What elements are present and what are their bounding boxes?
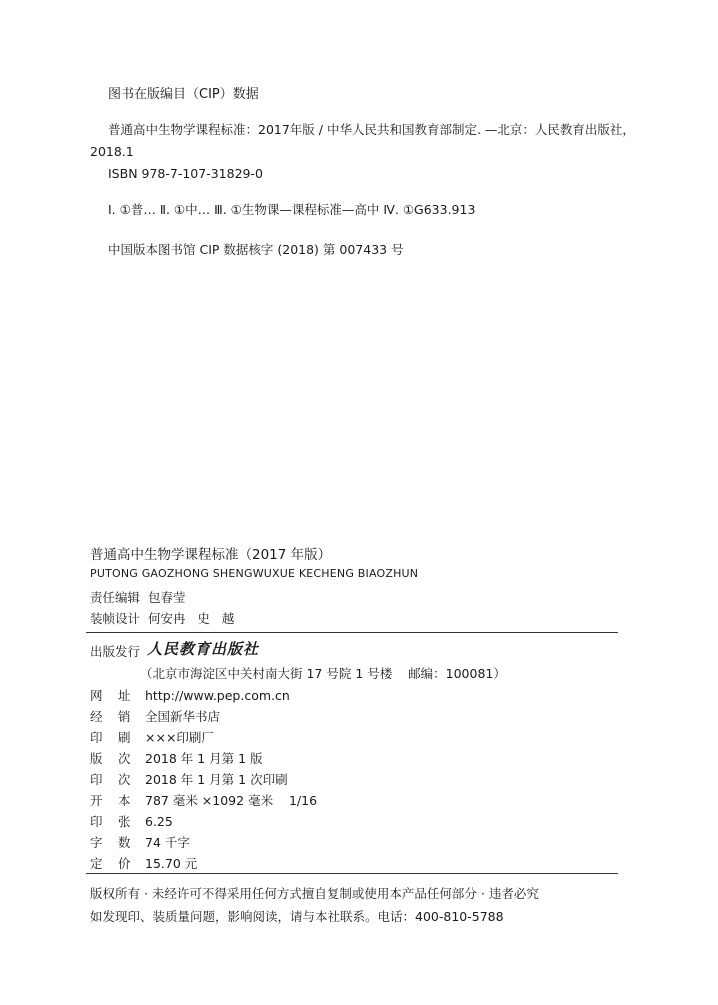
detail-value: 6.25	[145, 814, 173, 829]
detail-label: 印 张	[90, 814, 131, 829]
detail-row-edition	[90, 749, 263, 767]
detail-value: ×××印刷厂	[145, 730, 214, 745]
detail-row-format	[90, 791, 317, 809]
cip-title-line: 普通高中生物学课程标准：2017年版 / 中华人民共和国教育部制定. —北京：人民教育出版社，	[108, 122, 635, 137]
detail-value: 2018 年 1 月第 1 版	[145, 751, 263, 766]
cip-isbn: ISBN 978-7-107-31829-0	[108, 166, 263, 181]
detail-value: 787 毫米 ×1092 毫米 1/16	[145, 793, 318, 808]
divider-bottom	[86, 873, 618, 874]
detail-label: 印 次	[90, 772, 131, 787]
book-title: 普通高中生物学课程标准（2017 年版）	[90, 547, 332, 563]
cip-heading: 图书在版编目（CIP）数据	[108, 87, 259, 102]
detail-value: http://www.pep.com.cn	[145, 688, 290, 703]
detail-row-website	[90, 686, 290, 704]
detail-label: 开 本	[90, 793, 131, 808]
detail-label: 字 数	[90, 835, 131, 850]
detail-row-distributor	[90, 707, 220, 725]
detail-row-word-count	[90, 833, 190, 851]
publisher-address: （北京市海淀区中关村南大街 17 号院 1 号楼 邮编：100081）	[140, 666, 506, 681]
cip-classification: Ⅰ. ①普… Ⅱ. ①中… Ⅲ. ①生物课—课程标准—高中 Ⅳ. ①G633.913	[108, 202, 476, 217]
cip-title-line-continued: 2018.1	[90, 144, 134, 159]
detail-row-printing	[90, 770, 288, 788]
credit-editor-label: 责任编辑	[90, 590, 141, 605]
quality-contact: 如发现印、装质量问题，影响阅读，请与本社联系。电话：400-810-5788	[90, 909, 504, 924]
credit-design-row	[90, 609, 234, 627]
publisher-logo: 人民教育出版社	[147, 640, 260, 658]
credit-editor-row	[90, 588, 186, 606]
detail-label: 印 刷	[90, 730, 131, 745]
detail-value: 15.70 元	[145, 856, 198, 871]
cip-verification-number: 中国版本图书馆 CIP 数据核字 (2018) 第 007433 号	[108, 242, 404, 257]
copyright-notice: 版权所有 · 未经许可不得采用任何方式擅自复制或使用本产品任何部分 · 违者必究	[90, 886, 539, 901]
detail-label: 版 次	[90, 751, 131, 766]
detail-value: 2018 年 1 月第 1 次印刷	[145, 772, 288, 787]
detail-label: 定 价	[90, 856, 131, 871]
detail-row-sheets	[90, 812, 173, 830]
divider-top	[86, 632, 618, 633]
detail-value: 74 千字	[145, 835, 190, 850]
detail-row-printer	[90, 728, 214, 746]
book-title-pinyin: PUTONG GAOZHONG SHENGWUXUE KECHENG BIAOZHUN	[90, 567, 419, 580]
credit-design-label: 装帧设计	[90, 611, 141, 626]
publisher-label: 出版发行	[90, 644, 141, 659]
detail-value: 全国新华书店	[145, 709, 221, 724]
credit-editor-name: 包春莹	[148, 590, 186, 605]
detail-label: 网 址	[90, 688, 131, 703]
credit-design-names: 何安冉 史 越	[148, 611, 235, 626]
detail-label: 经 销	[90, 709, 131, 724]
detail-row-price	[90, 854, 197, 872]
